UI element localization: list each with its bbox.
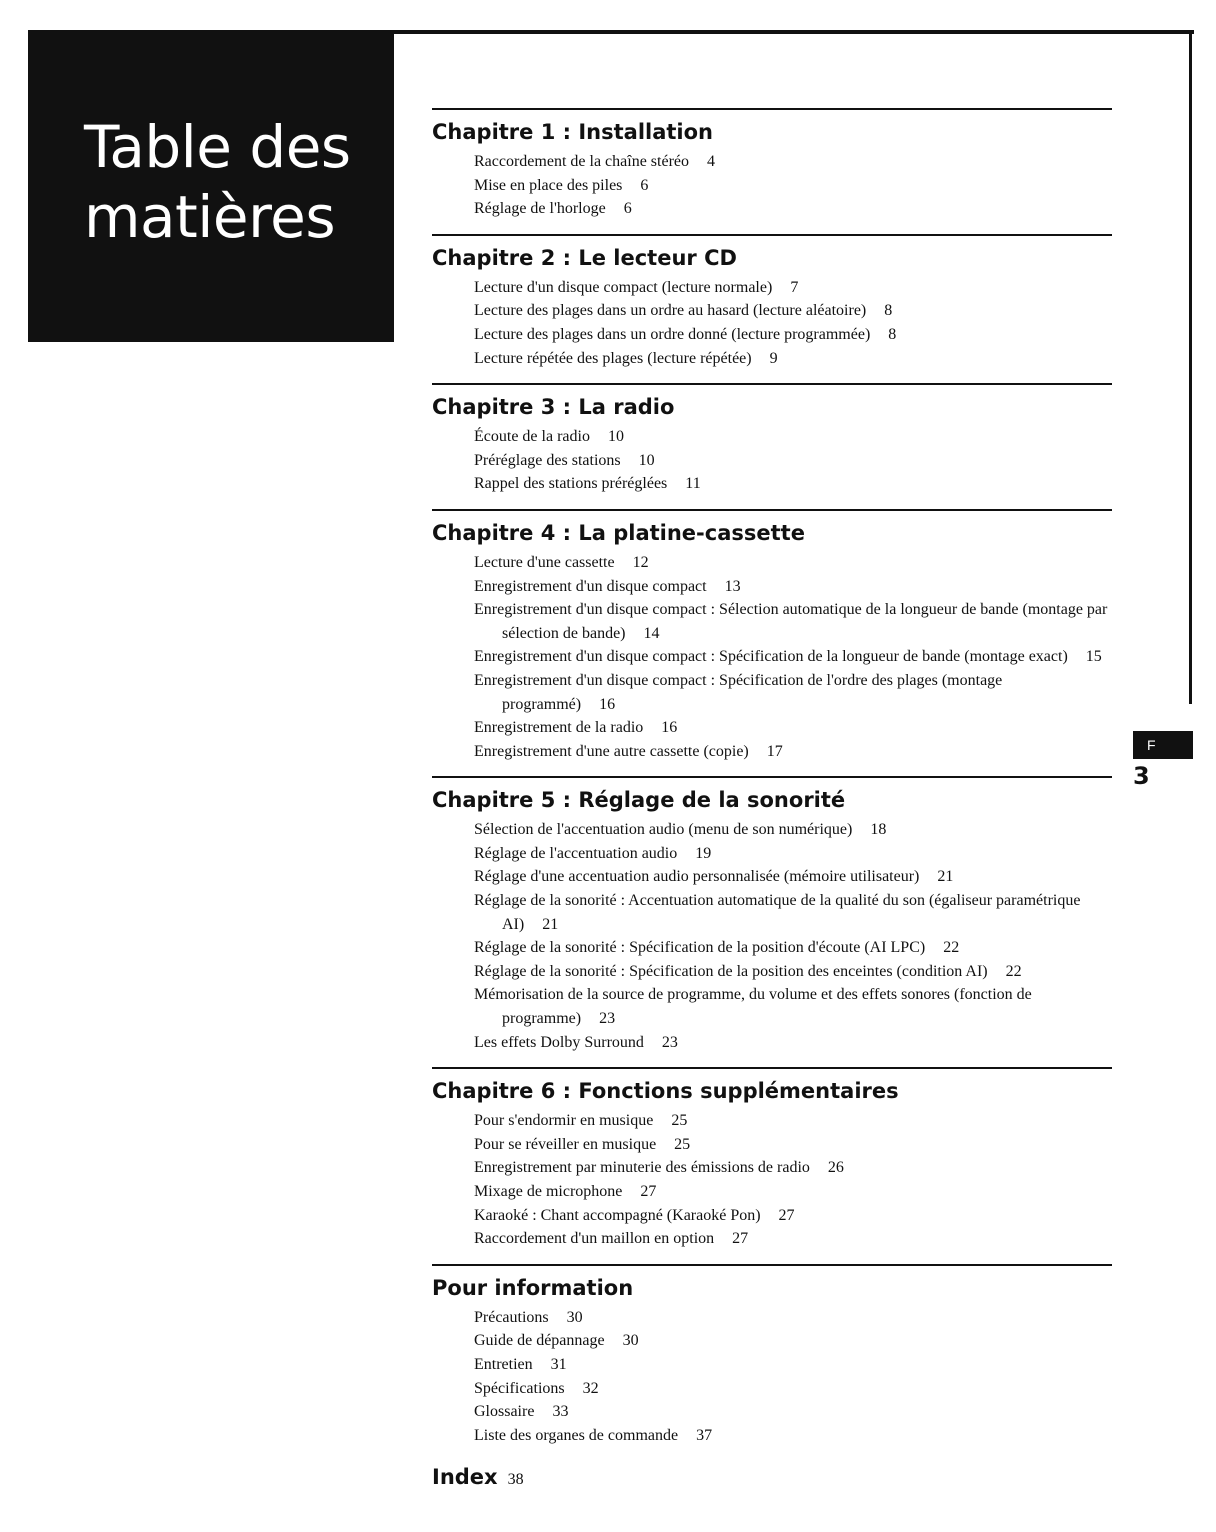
toc-entry — [474, 1156, 1112, 1180]
language-tab: F — [1133, 731, 1193, 759]
entry-text: Réglage de la sonorité : Spécification de la position des enceintes (condition AI) — [474, 962, 988, 980]
entry-page: 22 — [1005, 962, 1022, 980]
entry-list — [432, 425, 1112, 496]
toc-entry — [474, 1133, 1112, 1157]
entry-page: 8 — [888, 325, 897, 343]
entry-page: 15 — [1085, 648, 1102, 666]
entry-page: 25 — [674, 1135, 691, 1153]
toc-entry — [474, 1353, 1112, 1377]
entry-text: Glossaire — [474, 1403, 535, 1421]
toc-entry — [474, 425, 1112, 449]
toc-entry — [474, 150, 1112, 174]
entry-page: 12 — [632, 553, 649, 571]
entry-text: Karaoké : Chant accompagné (Karaoké Pon) — [474, 1206, 761, 1224]
chapter-section — [432, 383, 1112, 496]
toc-entry — [474, 1424, 1112, 1448]
chapter-title: Chapitre 5 : Réglage de la sonorité — [432, 788, 846, 813]
entry-page: 22 — [943, 939, 960, 957]
toc-entry — [474, 936, 1112, 960]
entry-page: 10 — [638, 451, 655, 469]
entry-page: 4 — [707, 153, 715, 170]
toc-entry — [474, 1227, 1112, 1251]
entry-page: 13 — [724, 577, 741, 595]
entry-page: 9 — [769, 349, 778, 367]
entry-page: 30 — [622, 1332, 639, 1350]
page-number: 3 — [1133, 762, 1150, 790]
entry-page: 7 — [790, 278, 799, 296]
toc-entry — [474, 889, 1112, 936]
toc-entry — [474, 575, 1112, 599]
entry-page: 17 — [766, 742, 783, 760]
entry-page: 8 — [884, 302, 893, 320]
entry-page: 33 — [552, 1403, 569, 1421]
index-label: Index — [432, 1465, 498, 1490]
entry-text: Lecture des plages dans un ordre au hasard (lecture aléatoire) — [474, 302, 867, 320]
toc-entry — [474, 347, 1112, 371]
toc-entry — [474, 818, 1112, 842]
toc-entry — [474, 645, 1112, 669]
entry-page: 21 — [937, 868, 954, 886]
entry-text: Réglage de l'horloge — [474, 200, 606, 218]
chapter-section — [432, 234, 1112, 370]
entry-text: Mémorisation de la source de programme, du volume et des effets sonores (fonction de programme) — [474, 986, 1032, 1028]
entry-page: 26 — [827, 1159, 844, 1177]
toc-entry — [474, 1377, 1112, 1401]
entry-text: Réglage de la sonorité : Spécification de la position d'écoute (AI LPC) — [474, 939, 926, 957]
chapter-title: Pour information — [432, 1275, 634, 1300]
entry-text: Enregistrement d'un disque compact — [474, 577, 707, 595]
chapter-section — [432, 509, 1112, 763]
entry-text: Précautions — [474, 1308, 549, 1326]
entry-list — [432, 150, 1112, 221]
toc-entry — [474, 1180, 1112, 1204]
entry-text: Entretien — [474, 1355, 533, 1373]
entry-text: Lecture répétée des plages (lecture répétée) — [474, 349, 752, 367]
toc-entry — [474, 174, 1112, 198]
entry-list — [432, 551, 1112, 763]
toc-entry — [474, 197, 1112, 221]
entry-text: Écoute de la radio — [474, 428, 590, 446]
entry-text: Enregistrement de la radio — [474, 719, 644, 737]
entry-text: Enregistrement d'un disque compact : Spécification de la longueur de bande (montage exact) — [474, 648, 1068, 666]
index-entry — [432, 1465, 1112, 1489]
chapter-section — [432, 1264, 1112, 1448]
toc-entry — [474, 472, 1112, 496]
entry-text: Enregistrement par minuterie des émissions de radio — [474, 1159, 810, 1177]
page-title-line-1: Table des — [84, 113, 351, 181]
entry-page: 23 — [661, 1033, 678, 1051]
chapter-section — [432, 776, 1112, 1054]
entry-page: 21 — [542, 915, 559, 933]
toc-entry — [474, 1306, 1112, 1330]
chapter-section — [432, 108, 1112, 221]
entry-text: Enregistrement d'une autre cassette (copie) — [474, 742, 749, 760]
entry-text: Sélection de l'accentuation audio (menu de son numérique) — [474, 821, 853, 839]
entry-text: Pour s'endormir en musique — [474, 1112, 654, 1130]
entry-text: Réglage d'une accentuation audio personnalisée (mémoire utilisateur) — [474, 868, 920, 886]
entry-page: 27 — [640, 1183, 657, 1200]
entry-page: 19 — [695, 844, 712, 862]
entry-text: Lecture des plages dans un ordre donné (lecture programmée) — [474, 325, 871, 343]
entry-text: Enregistrement d'un disque compact : Sélection automatique de la longueur de bande (montage par sélection de bande) — [474, 601, 1108, 642]
entry-page: 10 — [607, 428, 624, 446]
entry-page: 16 — [599, 695, 616, 713]
toc-entry — [474, 960, 1112, 984]
entry-page: 27 — [778, 1206, 795, 1224]
index-page: 38 — [507, 1471, 524, 1489]
entry-text: Rappel des stations préréglées — [474, 475, 668, 493]
toc-entry — [474, 449, 1112, 473]
entry-text: Pour se réveiller en musique — [474, 1135, 657, 1153]
entry-page: 25 — [671, 1112, 688, 1130]
entry-text: Liste des organes de commande — [474, 1426, 679, 1444]
toc-entry — [474, 1109, 1112, 1133]
toc-entry — [474, 716, 1112, 740]
entry-text: Mise en place des piles — [474, 176, 623, 194]
entry-text: Réglage de la sonorité : Accentuation automatique de la qualité du son (égaliseur paramétrique AI) — [474, 892, 1081, 933]
toc-entry — [474, 299, 1112, 323]
entry-list — [432, 276, 1112, 370]
toc-entry — [474, 669, 1112, 716]
right-rule — [1189, 30, 1192, 704]
entry-page: 27 — [732, 1230, 749, 1248]
page-title-line-2: matières — [84, 183, 336, 251]
entry-text: Raccordement de la chaîne stéréo — [474, 153, 689, 170]
entry-page: 6 — [623, 200, 632, 218]
entry-page: 18 — [870, 821, 887, 839]
entry-text: Les effets Dolby Surround — [474, 1033, 644, 1051]
title-block — [28, 30, 394, 342]
entry-page: 23 — [599, 1010, 616, 1028]
toc-entry — [474, 598, 1112, 645]
entry-text: Spécifications — [474, 1379, 565, 1397]
chapter-title: Chapitre 3 : La radio — [432, 395, 675, 420]
toc-entry — [474, 1329, 1112, 1353]
chapter-title: Chapitre 4 : La platine-cassette — [432, 520, 805, 545]
entry-text: Raccordement d'un maillon en option — [474, 1230, 715, 1248]
chapter-title: Chapitre 6 : Fonctions supplémentaires — [432, 1079, 899, 1104]
entry-list — [432, 1109, 1112, 1251]
entry-text: Lecture d'un disque compact (lecture normale) — [474, 278, 773, 296]
entry-page: 30 — [566, 1308, 583, 1326]
entry-page: 14 — [643, 624, 660, 642]
entry-page: 6 — [640, 176, 649, 194]
entry-text: Réglage de l'accentuation audio — [474, 844, 678, 862]
chapter-title: Chapitre 2 : Le lecteur CD — [432, 245, 737, 270]
toc-entry — [474, 865, 1112, 889]
toc-entry — [474, 983, 1112, 1030]
entry-text: Préréglage des stations — [474, 451, 621, 469]
entry-page: 11 — [685, 475, 701, 493]
chapter-title: Chapitre 1 : Installation — [432, 120, 713, 144]
entry-list — [432, 818, 1112, 1054]
toc-entry — [474, 1204, 1112, 1228]
toc-entry — [474, 1031, 1112, 1055]
table-of-contents — [432, 108, 1112, 1489]
toc-entry — [474, 323, 1112, 347]
toc-entry — [474, 276, 1112, 300]
entry-text: Guide de dépannage — [474, 1332, 605, 1350]
entry-text: Enregistrement d'un disque compact : Spécification de l'ordre des plages (montage programmé) — [474, 671, 1003, 713]
entry-text: Lecture d'une cassette — [474, 553, 615, 571]
entry-page: 32 — [582, 1379, 599, 1397]
entry-list — [432, 1306, 1112, 1448]
toc-entry — [474, 740, 1112, 764]
entry-page: 31 — [550, 1355, 567, 1373]
toc-entry — [474, 1400, 1112, 1424]
entry-page: 37 — [696, 1426, 713, 1444]
entry-page: 16 — [661, 719, 678, 737]
toc-entry — [474, 842, 1112, 866]
entry-text: Mixage de microphone — [474, 1183, 623, 1200]
chapter-section — [432, 1067, 1112, 1251]
toc-entry — [474, 551, 1112, 575]
